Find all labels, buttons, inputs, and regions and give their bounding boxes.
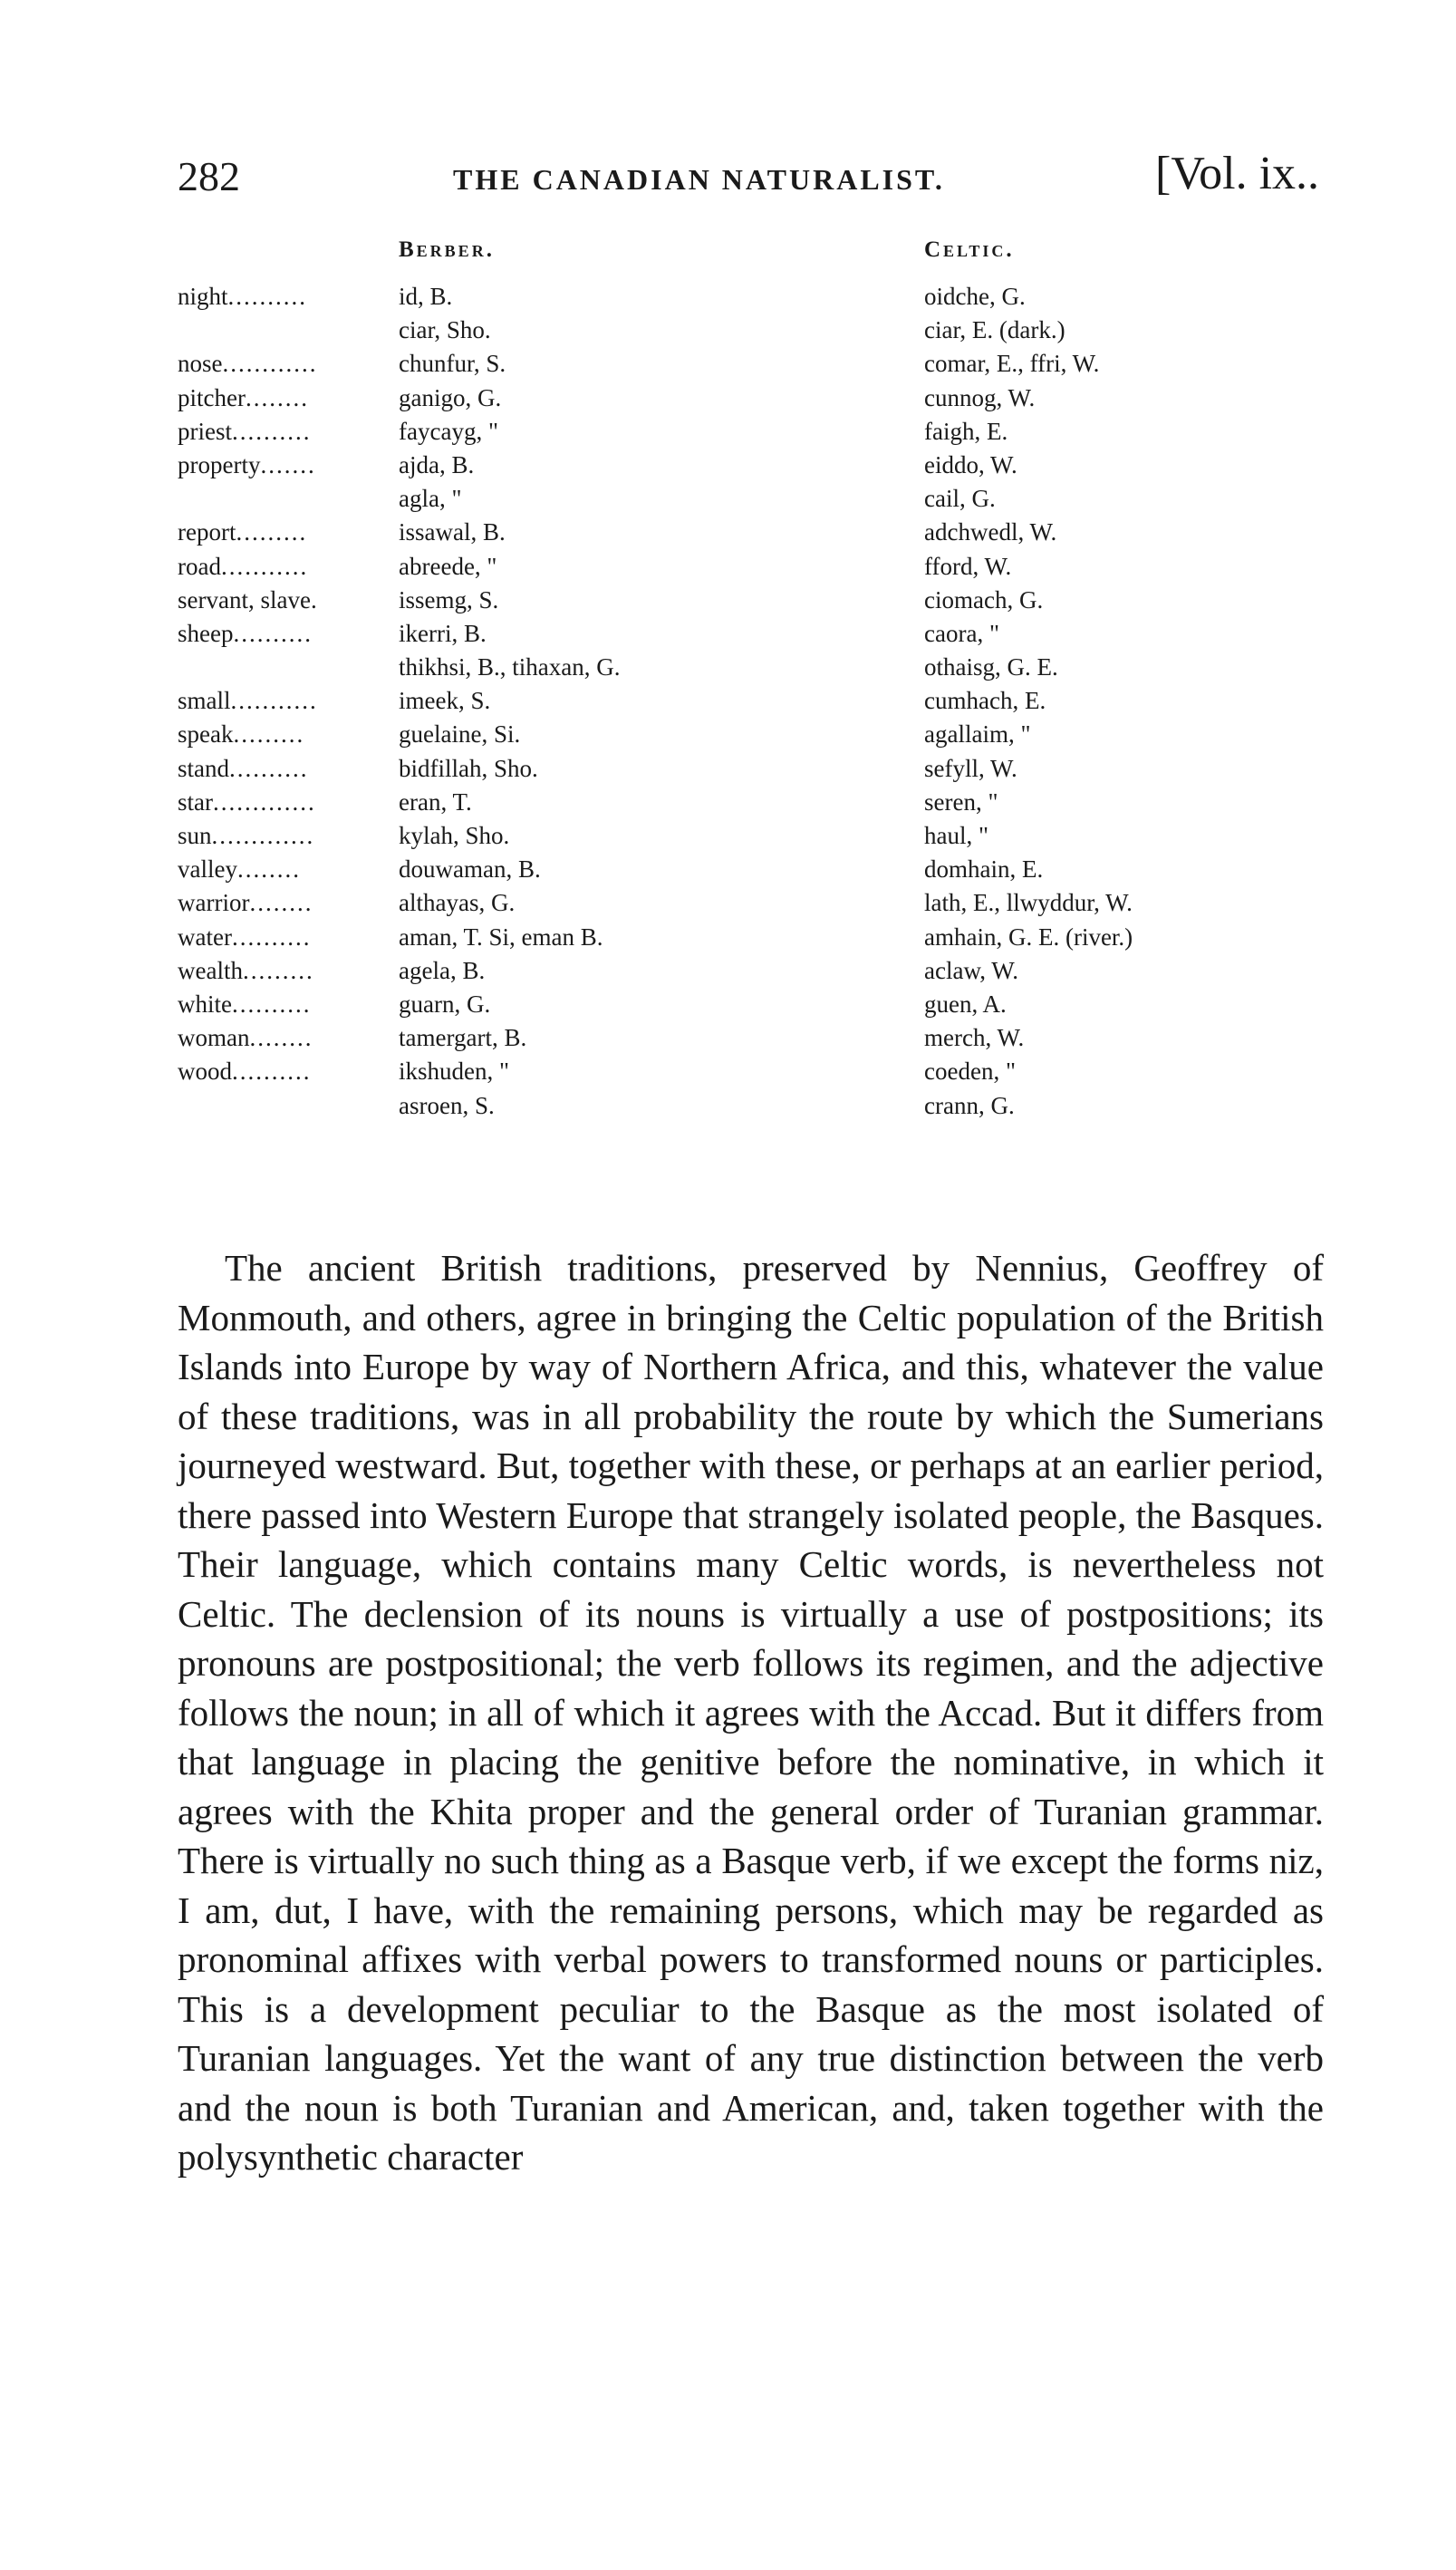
leader-dots: ..........	[231, 923, 312, 951]
english-word-text: nose	[178, 350, 223, 378]
english-word-text: valley	[178, 855, 237, 884]
celtic-word: haul, "	[924, 822, 989, 849]
celtic-word: sefyll, W.	[924, 754, 1017, 782]
english-word	[178, 586, 317, 614]
celtic-word: domhain, E.	[924, 855, 1044, 884]
leader-dots: .........	[242, 956, 314, 984]
berber-word: thikhsi, B., tihaxan, G.	[399, 653, 621, 681]
berber-word: ganigo, G.	[399, 383, 502, 411]
celtic-word: adchwedl, W.	[924, 518, 1057, 546]
leader-dots: .............	[212, 787, 316, 816]
leader-dots: .......	[260, 450, 316, 478]
english-word-text: property	[178, 450, 261, 478]
english-word	[178, 687, 318, 715]
vocab-row	[0, 855, 1456, 889]
english-word	[178, 822, 314, 850]
berber-word: tamergart, B.	[399, 1024, 527, 1052]
english-word	[178, 855, 301, 884]
vocab-row	[0, 1024, 1456, 1058]
berber-word: ciar, Sho.	[399, 316, 491, 344]
berber-word: guelaine, Si.	[399, 720, 521, 749]
english-word	[178, 923, 311, 952]
berber-word: issemg, S.	[399, 585, 499, 614]
english-word-text: priest	[178, 417, 232, 445]
english-word	[178, 788, 316, 816]
english-word-text: servant, slave.	[178, 585, 317, 614]
celtic-word: ciar, E. (dark.)	[924, 316, 1065, 344]
vocab-row	[0, 1092, 1456, 1126]
celtic-word: caora, "	[924, 619, 999, 647]
berber-word: agla, "	[399, 485, 462, 513]
vocab-row	[0, 316, 1456, 350]
berber-column-heading: Berber.	[399, 237, 495, 262]
english-word	[178, 451, 316, 479]
celtic-word: othaisg, G. E.	[924, 653, 1058, 681]
berber-word: faycayg, "	[399, 417, 498, 445]
vocab-row	[0, 350, 1456, 383]
celtic-word: faigh, E.	[924, 417, 1008, 445]
vocab-row	[0, 990, 1456, 1024]
leader-dots: ..........	[229, 754, 309, 782]
vocab-row	[0, 957, 1456, 990]
celtic-column-heading: Celtic.	[924, 237, 1015, 262]
vocab-row	[0, 418, 1456, 451]
running-head: THE CANADIAN NATURALIST.	[453, 163, 945, 196]
english-word-text: sun	[178, 822, 212, 849]
celtic-word: agallaim, "	[924, 720, 1031, 749]
celtic-word: aclaw, W.	[924, 956, 1018, 984]
english-word-text: road	[178, 552, 221, 580]
vocab-row	[0, 720, 1456, 754]
english-word	[178, 283, 307, 311]
vocabulary-table	[0, 283, 1456, 1126]
leader-dots: ........	[249, 889, 313, 917]
celtic-word: seren, "	[924, 787, 998, 816]
berber-word: chunfur, S.	[399, 350, 506, 378]
english-word	[178, 384, 309, 412]
celtic-word: amhain, G. E. (river.)	[924, 923, 1133, 951]
english-word-text: white	[178, 990, 232, 1018]
english-word-text: star	[178, 787, 213, 816]
leader-dots: ............	[222, 350, 318, 378]
berber-word: kylah, Sho.	[399, 822, 510, 849]
leader-dots: .........	[233, 720, 305, 749]
celtic-word: merch, W.	[924, 1024, 1025, 1052]
vocab-row	[0, 1058, 1456, 1091]
vocab-row	[0, 451, 1456, 485]
vocab-row	[0, 620, 1456, 653]
vocab-row	[0, 518, 1456, 552]
celtic-word: comar, E., ffri, W.	[924, 350, 1100, 378]
english-word-text: stand	[178, 754, 229, 782]
english-word	[178, 720, 304, 749]
leader-dots: ........	[249, 1024, 313, 1052]
vocab-row	[0, 485, 1456, 518]
celtic-word: cumhach, E.	[924, 687, 1046, 715]
english-word-text: warrior	[178, 889, 250, 917]
leader-dots: ..........	[227, 283, 308, 310]
celtic-word: eiddo, W.	[924, 450, 1017, 478]
berber-word: abreede, "	[399, 552, 497, 580]
english-word-text: sheep	[178, 619, 234, 647]
vocab-row	[0, 586, 1456, 620]
celtic-word: lath, E., llwyddur, W.	[924, 889, 1133, 917]
volume-label: [Vol. ix..	[1155, 148, 1320, 199]
english-word	[178, 889, 313, 917]
celtic-word: oidche, G.	[924, 283, 1026, 310]
body-paragraph-text: The ancient British traditions, preserved by Nennius, Geoffrey of Monmouth, and others, agree in bringing the Celtic population of the British Islands into Europe by way of Northern Africa, and this, whatever the value of these traditions, was in all probability the route by which the Sumerians journeyed westward. But, together with these, or perhaps at an earlier period, there passed into Western Europe that strangely isolated people, the Basques. Their language, which contains many Celtic words, is nevertheless not Celtic. The declension of its nouns is virtually a use of postpositions; its pronouns are postpositional; the verb follows its regimen, and the adjective follows the noun; in all of which it agrees with the Accad. But it differs from that language in placing the genitive before the nominative, in which it agrees with the Khita proper and the general order of Turanian grammar. There is virtually no such thing as a Basque verb, if we except the forms niz, I am, dut, I have, with the remaining persons, which may be regarded as pronominal affixes with verbal powers to transformed nouns or participles. This is a development peculiar to the Basque as the most isolated of Turanian languages. Yet the want of any true distinction between the verb and the noun is both Turanian and American, and, taken together with the polysynthetic character	[178, 1247, 1324, 2178]
leader-dots: ..........	[233, 619, 313, 647]
english-word	[178, 1058, 312, 1086]
celtic-word: guen, A.	[924, 990, 1007, 1018]
vocab-row	[0, 923, 1456, 957]
english-word-text: pitcher	[178, 383, 246, 411]
celtic-word: crann, G.	[924, 1091, 1015, 1119]
vocab-row	[0, 822, 1456, 855]
english-word-text: report	[178, 518, 236, 546]
body-paragraph	[178, 1243, 1324, 2182]
english-word	[178, 350, 318, 378]
vocab-row	[0, 788, 1456, 822]
english-word	[178, 990, 312, 1019]
english-word-text: speak	[178, 720, 234, 749]
vocab-row	[0, 384, 1456, 418]
english-word	[178, 553, 308, 581]
leader-dots: ........	[245, 383, 309, 411]
berber-word: douwaman, B.	[399, 855, 541, 884]
vocab-row	[0, 653, 1456, 687]
berber-word: althayas, G.	[399, 889, 516, 917]
english-word	[178, 755, 309, 783]
leader-dots: ........	[236, 855, 301, 884]
berber-word: ajda, B.	[399, 450, 475, 478]
berber-word: issawal, B.	[399, 518, 506, 546]
berber-word: guarn, G.	[399, 990, 491, 1018]
leader-dots: .........	[236, 518, 308, 546]
leader-dots: ..........	[232, 990, 312, 1018]
berber-word: id, B.	[399, 283, 453, 310]
celtic-word: cail, G.	[924, 485, 996, 513]
leader-dots: ..........	[232, 417, 312, 445]
leader-dots: .............	[211, 822, 315, 849]
berber-word: aman, T. Si, eman B.	[399, 923, 603, 951]
leader-dots: ...........	[220, 552, 309, 580]
english-word	[178, 518, 307, 546]
english-word	[178, 620, 313, 648]
berber-word: imeek, S.	[399, 687, 491, 715]
english-word-text: wood	[178, 1058, 232, 1086]
leader-dots: ...........	[230, 687, 318, 715]
vocab-row	[0, 889, 1456, 923]
berber-word: agela, B.	[399, 956, 486, 984]
berber-word: bidfillah, Sho.	[399, 754, 538, 782]
berber-word: ikerri, B.	[399, 619, 487, 647]
celtic-word: fford, W.	[924, 552, 1012, 580]
english-word	[178, 418, 312, 446]
english-word-text: woman	[178, 1024, 250, 1052]
berber-word: eran, T.	[399, 787, 472, 816]
celtic-word: ciomach, G.	[924, 585, 1044, 614]
english-word-text: wealth	[178, 956, 243, 984]
english-word	[178, 957, 314, 985]
celtic-word: cunnog, W.	[924, 383, 1036, 411]
english-word	[178, 1024, 313, 1052]
celtic-word: coeden, "	[924, 1058, 1016, 1086]
english-word-text: small	[178, 687, 231, 715]
vocab-row	[0, 553, 1456, 586]
english-word-text: night	[178, 283, 228, 310]
page-number: 282	[178, 153, 240, 199]
leader-dots: ..........	[232, 1058, 312, 1086]
vocab-row	[0, 755, 1456, 788]
vocab-row	[0, 687, 1456, 720]
berber-word: ikshuden, "	[399, 1058, 510, 1086]
vocab-row	[0, 283, 1456, 316]
english-word-text: water	[178, 923, 232, 951]
berber-word: asroen, S.	[399, 1091, 495, 1119]
